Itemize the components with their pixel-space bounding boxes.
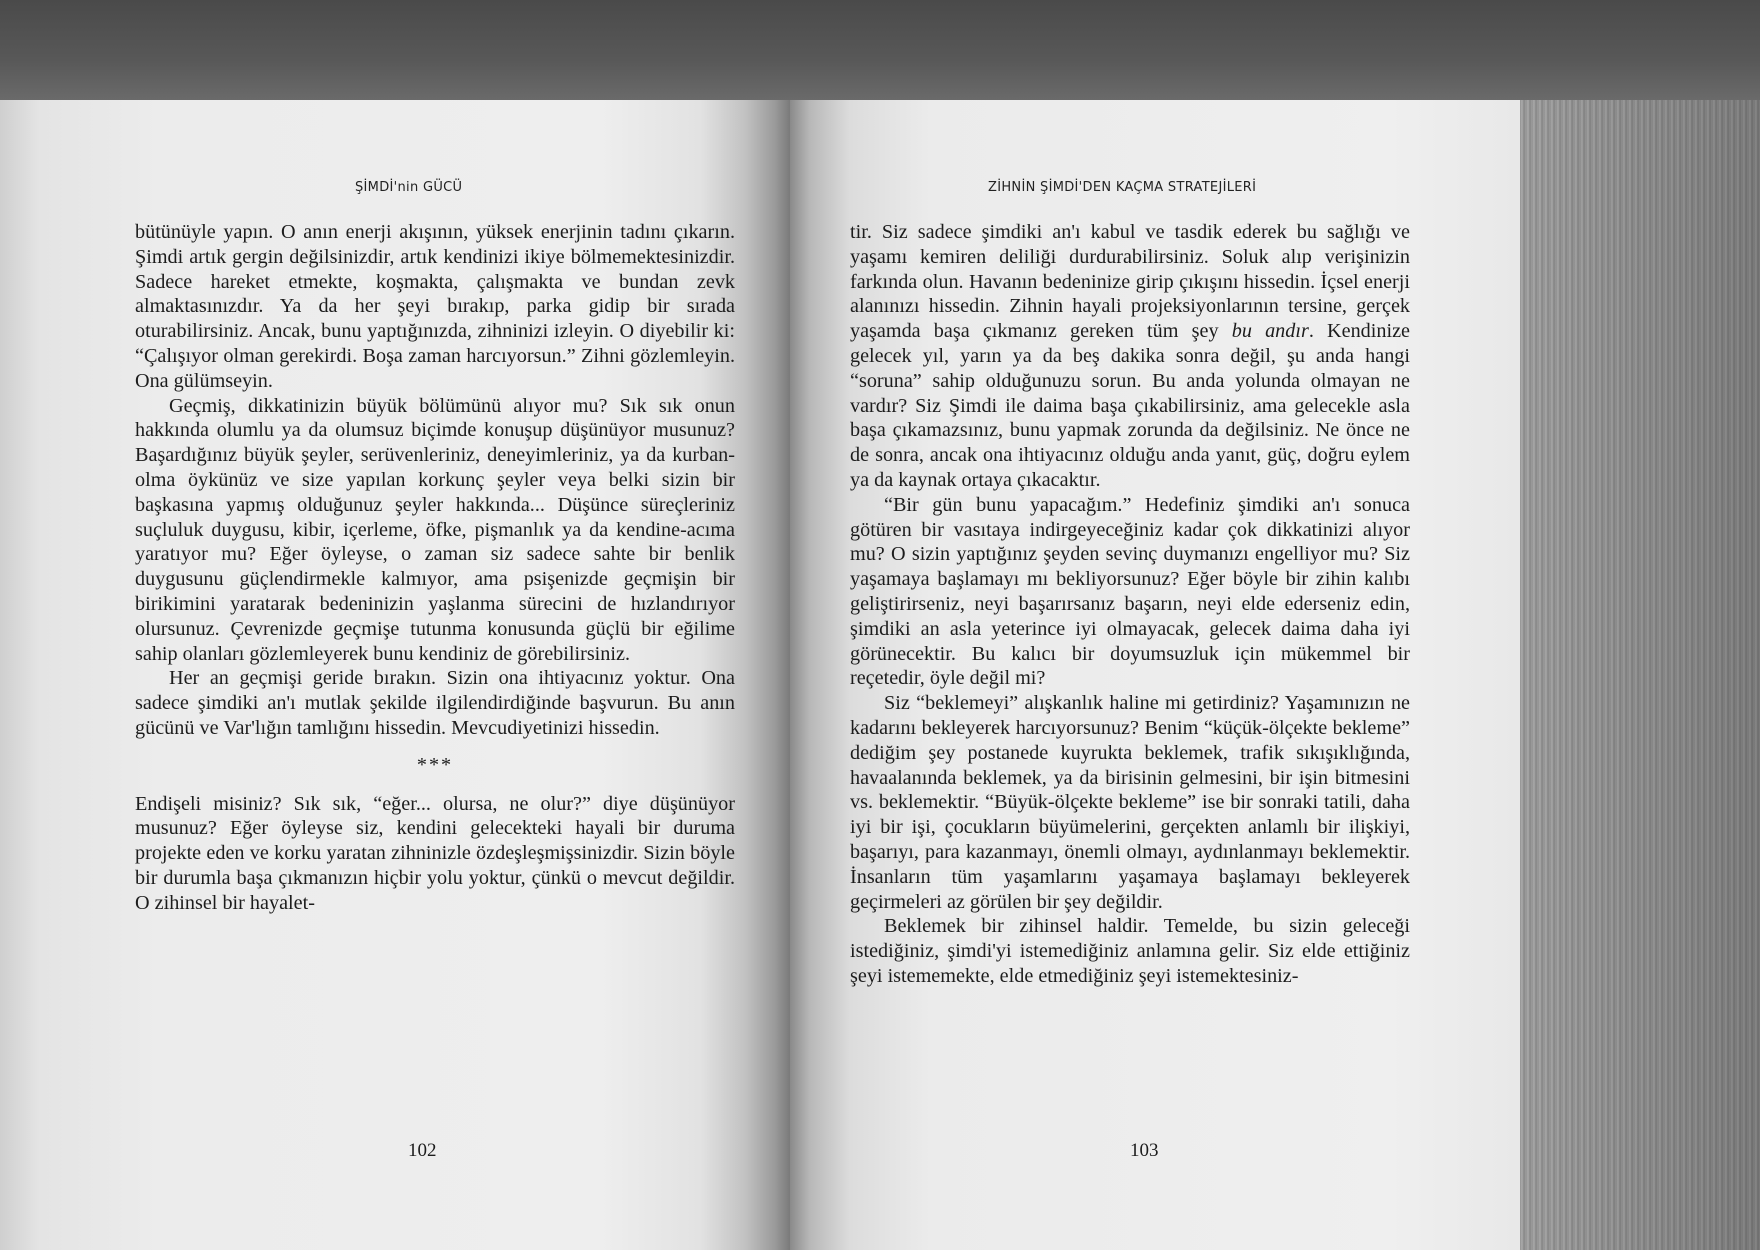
page-number: 102 — [408, 1140, 437, 1161]
paragraph: Siz “beklemeyi” alışkanlık haline mi getirdiniz? Yaşamınızın ne kadarını bekleyerek harcıyorsunuz? Benim “küçük-ölçekte bekleme” dediğim şey postanede kuyrukta beklemek, trafik sıkışıklığında, havaalanında beklemek, ya da birisinin gelmesini, bir işin bitmesini vs. beklemektir. “Büyük-ölçekte bekleme” ise bir sonraki tatili, daha iyi bir işi, çocukların büyümelerini, gerçekten anlamlı bir ilişkiyi, başarıyı, para kazanmayı, önemli olmayı, aydınlanmayı beklemektir. İnsanların tüm yaşamlarını yaşamaya başlamayı bekleyerek geçirmeleri az görülen bir şey değildir. — [850, 692, 1410, 913]
paragraph: Beklemek bir zihinsel haldir. Temelde, bu sizin geleceği istediğiniz, şimdi'yi istemediğiniz anlamına gelir. Siz elde ettiğiniz şeyi istememekte, elde etmediğiniz şeyi istemektesiniz- — [850, 915, 1410, 987]
paragraph — [850, 220, 1410, 493]
paragraph: “Bir gün bunu yapacağım.” Hedefiniz şimdiki an'ı sonuca götüren bir vasıtaya indirgeyeceğiniz kadar çok dikkatinizi alıyor mu? O sizin yaptığınız şeyden sevinç duymanızı engelliyor mu? Siz yaşamaya başlamayı mı bekliyorsunuz? Eğer böyle bir zihin kalıbı geliştirirseniz, neyi başarırsanız başarın, neyi elde ederseniz edin, şimdiki an asla yeterince iyi olmayacak, gelecek daima daha iyi görünecektir. Bu kalıcı bir doyumsuzluk için mükemmel bir reçetedir, öyle değil mi? — [850, 493, 1410, 690]
body-text — [850, 220, 1410, 989]
page-edges-shadow — [1520, 100, 1760, 1250]
emphasis-text: bu andır — [1231, 320, 1309, 343]
left-page — [0, 100, 790, 1250]
paragraph: Endişeli misiniz? Sık sık, “eğer... olursa, ne olur?” diye düşünüyor musunuz? Eğer öyleyse siz, kendini gelecekteki hayali bir duruma projekte eden ve korku yaratan zihninizle özdeşleşmişsinizdir. Sizin böyle bir durumla başa çıkmanızın hiçbir yolu yoktur, çünkü o mevcut değildir. O zihinsel bir hayalet- — [135, 792, 735, 914]
paragraph-text: . Kendinize gelecek yıl, yarın ya da beş dakika sonra değil, şu anda hangi “soruna” sahip olduğunuzu sorun. Bu anda yolunda olmayan ne vardır? Siz Şimdi ile daima başa çıkabilirsiniz, ama gelecekle asla başa çıkamazsınız, bunu yapmak zorunda da değilsiniz. Ne önce ne de sonra, ancak ona ihtiyacınız olduğu anda yanıt, güç, doğru eylem ya da kaynak ortaya çıkacaktır. — [850, 320, 1411, 491]
paragraph: Geçmiş, dikkatinizin büyük bölümünü alıyor mu? Sık sık onun hakkında olumlu ya da olumsuz biçimde konuşup düşünüyor musunuz? Başardığınız büyük şeyler, serüvenleriniz, deneyimleriniz, ya da kurban-olma öykünüz ve size yapılan korkunç şeyler veya belki sizin bir başkasına yapmış olduğunuz şeyler hakkında... Düşünce süreçleriniz suçluluk duygusu, kibir, içerleme, öfke, pişmanlık ya da kendine-acıma yaratıyor mu? Eğer öyleyse, o zaman siz sadece sahte bir benlik duygusunu güçlendirmekle kalmıyor, ama psişenizde geçmişin bir birikimini yaratarak bedeninizin yaşlanma sürecini de hızlandırıyor olursunuz. Çevrenizde geçmişe tutunma konusunda güçlü bir eğilime sahip olanları gözlemleyerek bunu kendiniz de görebilirsiniz. — [135, 394, 735, 665]
paragraph: Her an geçmişi geride bırakın. Sizin ona ihtiyacınız yoktur. Ona sadece şimdiki an'ı mutlak şekilde ilgilendirdiğinde başvurun. Bu anın gücünü ve Var'lığın tamlığını hissedin. Mevcudiyetinizi hissedin. — [135, 667, 735, 739]
right-page — [790, 100, 1520, 1250]
body-text — [135, 220, 735, 916]
section-separator: *** — [416, 753, 454, 776]
page-number: 103 — [1130, 1140, 1159, 1161]
running-header: ZİHNİN ŞİMDİ'DEN KAÇMA STRATEJİLERİ — [988, 180, 1257, 195]
running-header: ŞİMDİ'nin GÜCÜ — [355, 180, 463, 195]
paragraph: bütünüyle yapın. O anın enerji akışının, yüksek enerjinin tadını çıkarın. Şimdi artık gergin değilsinizdir, artık kendinizi ikiye bölmemektesinizdir. Sadece hareket etmekte, koşmakta, çalışmakta ve bundan zevk almaktasınızdır. Ya da her şeyi bırakıp, parka gidip bir sırada oturabilirsiniz. Ancak, bunu yaptığınızda, zihninizi izleyin. O diyebilir ki: “Çalışıyor olman gerekirdi. Boşa zaman harcıyorsun.” Zihni gözlemleyin. Ona gülümseyin. — [135, 221, 735, 392]
paragraph-text: tir. Siz sadece şimdiki an'ı kabul ve tasdik ederek bu sağlığı ve yaşamı kemiren deliliği durdurabilirsiniz. Soluk alıp verişinizin farkında olun. Havanın bedeninize girip çıkışını hissedin. İçsel enerji alanınızı hissedin. Zihnin hayali projeksiyonlarının tersine, gerçek yaşamda başa çıkmanız gereken tüm şey — [850, 221, 1410, 343]
